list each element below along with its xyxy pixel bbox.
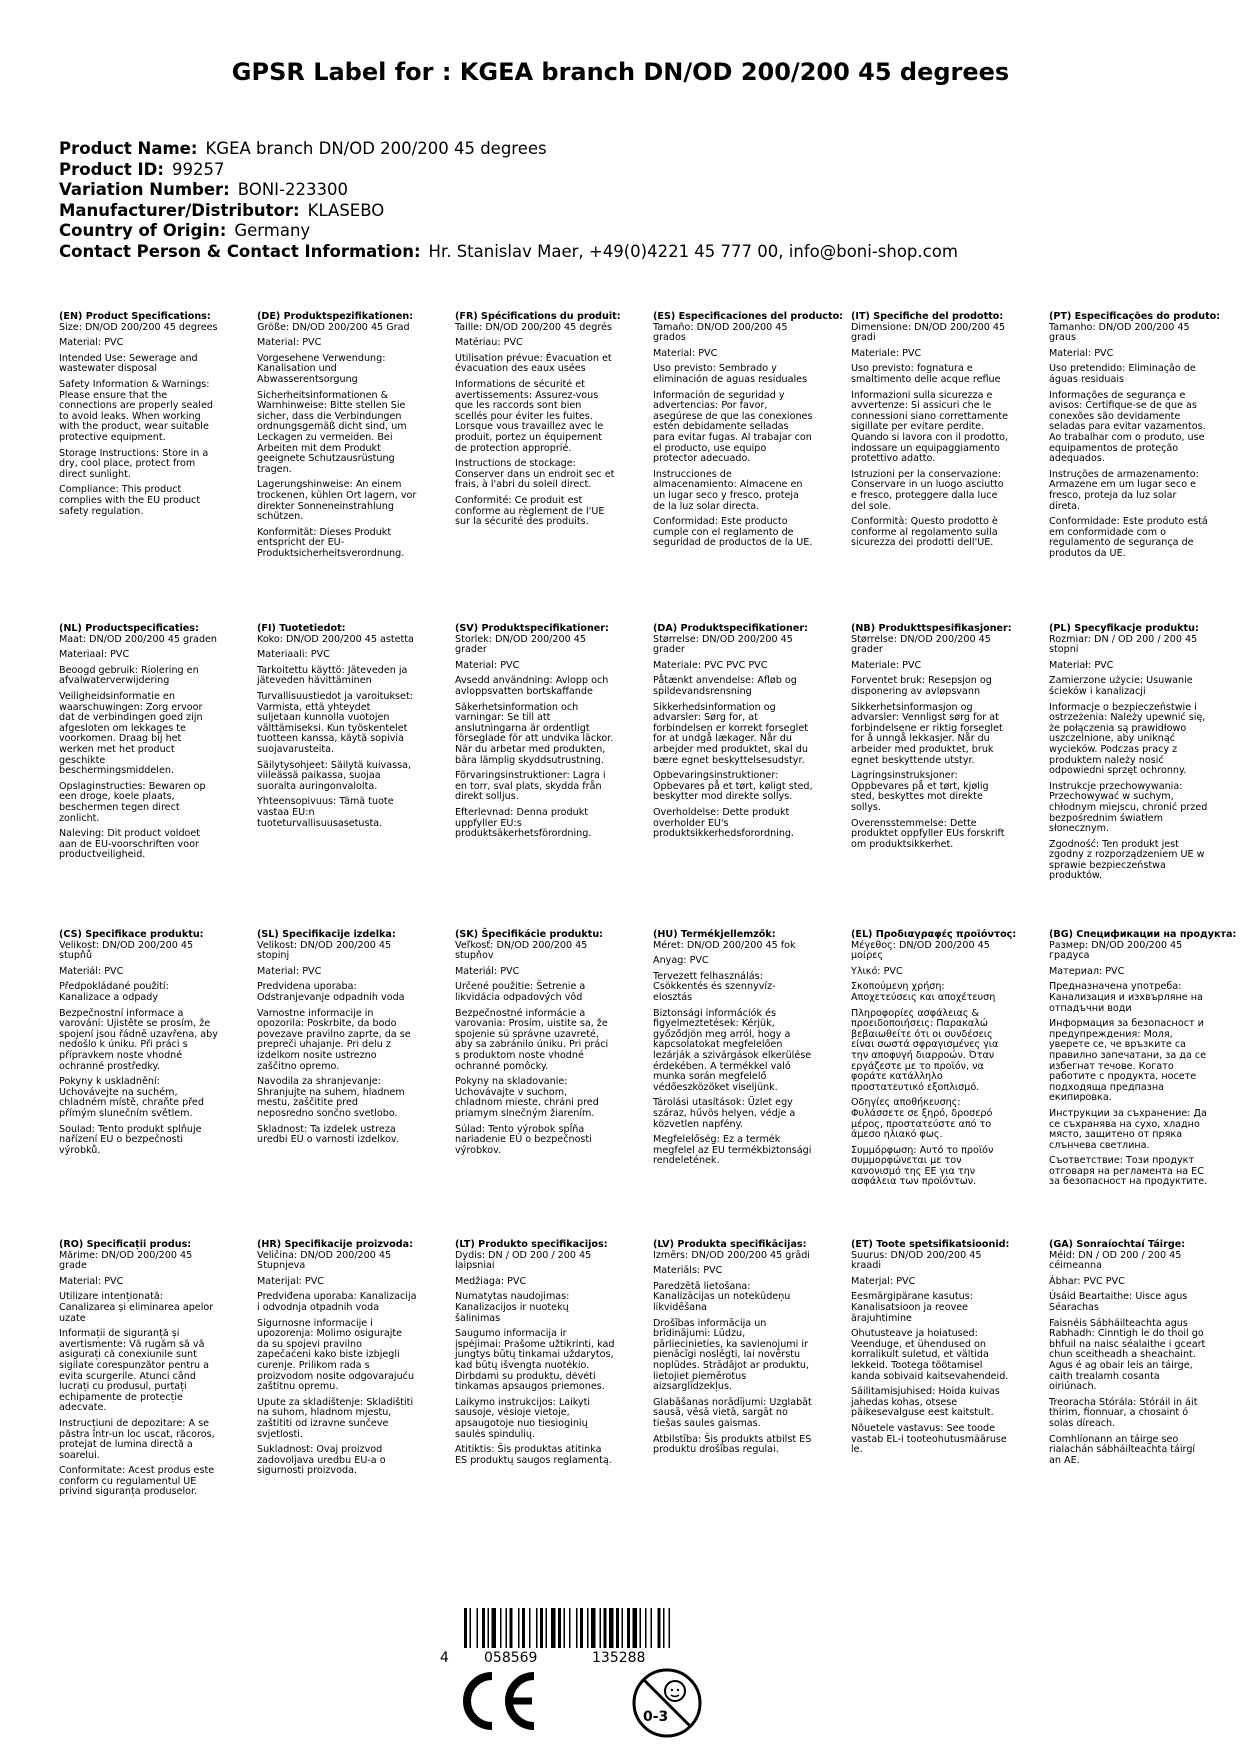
spec-paragraph: Suurus: DN/OD 200/200 45 kraadi [851, 1249, 982, 1272]
spec-heading: (FI) Tuotetiedot: [257, 623, 346, 634]
spec-paragraph: Comhlíonann an táirge seo rialachán sábháilteachta táirgí an AE. [1049, 1433, 1196, 1466]
barcode-bar [551, 1608, 556, 1648]
barcode-bar [529, 1608, 531, 1648]
info-value: BONI-223300 [237, 180, 348, 199]
info-value: KLASEBO [307, 200, 385, 220]
spec-paragraph: Informazioni sulla sicurezza e avvertenze: Si assicuri che le connessioni siano correttamente sigillate per evitare perdite. Quando si lavora con il prodotto, indossare un equipaggiamento protettivo adatto. [851, 389, 1009, 465]
spec-paragraph: Materiāls: PVC [653, 1265, 723, 1277]
spec-paragraph: Úsáid Beartaithe: Uisce agus Séarachas [1049, 1291, 1188, 1313]
spec-block [455, 1240, 615, 1471]
spec-block [257, 312, 417, 564]
spec-paragraph: Utilisation prévue: Évacuation et évacuation des eaux usées [455, 352, 612, 375]
label-footer [0, 1600, 1241, 1754]
spec-heading: (NB) Produkttspesifikasjoner: [851, 623, 1012, 634]
spec-heading: (SK) Špecifikácie produktu: [455, 929, 604, 940]
spec-paragraph: Medžiaga: PVC [455, 1275, 527, 1287]
spec-paragraph: Atbilstība: Šis produkts atbilst ES produktu drošības regulai. [653, 1433, 812, 1456]
spec-block [1049, 1240, 1209, 1471]
spec-paragraph: Dydis: DN / OD 200 / 200 45 laipsniai [455, 1249, 592, 1272]
spec-paragraph: Paredzētā lietošana: Kanalizācijas un notekūdeņu likvidēšana [653, 1280, 791, 1313]
spec-paragraph: Materiál: PVC [59, 965, 124, 977]
barcode-bar [536, 1608, 538, 1648]
spec-paragraph: Saugumo informacija ir įspėjimai: Prašome užtikrinti, kad jungtys būtų tinkamai uždarytos, kad būtų išvengta nuotėkio. Dirbdami su produktu, dėvėti tinkamas apsaugos priemones. [455, 1328, 615, 1393]
product-info [59, 139, 958, 262]
spec-paragraph: Storlek: DN/OD 200/200 45 grader [455, 633, 586, 656]
spec-paragraph: Materiale: PVC [851, 347, 922, 359]
spec-block [1049, 624, 1209, 887]
spec-paragraph: Материал: PVC [1049, 965, 1125, 977]
barcode-bar [633, 1608, 638, 1648]
spec-paragraph: Veiligheidsinformatie en waarschuwingen: Zorg ervoor dat de verbindingen goed zijn afgesloten om lekkages te voorkomen. Draag bij het werken met het product geschikte beschermingsmiddelen. [59, 690, 203, 777]
spec-paragraph: Información de seguridad y advertencias: Por favor, asegúrese de que las conexiones estén debidamente selladas para evitar fugas. Al trabajar con el producto, use equipo protector adecuado. [653, 389, 813, 465]
spec-paragraph: Υλικό: PVC [851, 965, 903, 977]
spec-block [59, 312, 219, 522]
info-row [59, 180, 958, 201]
spec-paragraph: Material: PVC [653, 347, 718, 359]
spec-paragraph: Μέγεθος: DN/OD 200/200 45 μοίρες [851, 939, 990, 962]
barcode-bar [576, 1608, 578, 1648]
spec-paragraph: Uso previsto: Sembrado y eliminación de aguas residuales [653, 363, 808, 385]
spec-paragraph: Ohutusteave ja hoiatused: Veenduge, et ühendused on korralikult suletud, et vältida lekkeid. Tootega töötamisel kanda sobivaid kaitsevahendeid. [851, 1328, 1009, 1382]
spec-paragraph: Påtænkt anvendelse: Afløb og spildevandsrensning [653, 675, 797, 697]
spec-paragraph: Koko: DN/OD 200/200 45 astetta [257, 633, 414, 645]
spec-paragraph: Veľkosť: DN/OD 200/200 45 stupňov [455, 939, 588, 962]
spec-paragraph: Pokyny na skladovanie: Uchovávajte v suchom, chladnom mieste, chráni pred priamym slnečným žiarením. [455, 1076, 599, 1119]
spec-paragraph: Dimensione: DN/OD 200/200 45 gradi [851, 321, 1006, 344]
spec-paragraph: Instructions de stockage: Conserver dans un endroit sec et frais, à l'abri du soleil direct. [455, 458, 615, 491]
spec-paragraph: Izmērs: DN/OD 200/200 45 grādi [653, 1249, 810, 1261]
spec-paragraph: Materiaal: PVC [59, 649, 130, 661]
spec-paragraph: Съответствие: Този продукт отговаря на регламента на ЕС за безопасност на продуктите. [1049, 1155, 1208, 1188]
barcode-bar [622, 1608, 624, 1648]
spec-block [851, 1240, 1011, 1461]
info-value: Germany [234, 221, 311, 240]
spec-paragraph: Informacje o bezpieczeństwie i ostrzeżenia: Należy upewnić się, że połączenia są prawidłowo uszczelnione, aby uniknąć wycieków. Podczas pracy z produktem należy nosić odpowiedni sprzęt ochronny. [1049, 701, 1206, 777]
barcode-bar [627, 1608, 630, 1648]
spec-heading: (HR) Specifikacije proizvoda: [257, 1239, 413, 1250]
info-row [59, 160, 958, 181]
spec-paragraph: Konformität: Dieses Produkt entspricht der EU-Produktsicherheitsverordnung. [257, 526, 405, 559]
spec-paragraph: Materiale: PVC [851, 659, 922, 671]
spec-block [257, 1240, 417, 1482]
spec-paragraph: Súlad: Tento výrobok spĺňa nariadenie EÚ o bezpečnosti výrobkov. [455, 1123, 592, 1156]
spec-paragraph: Predviđena uporaba: Kanalizacija i odvodnja otpadnih voda [257, 1291, 417, 1313]
spec-paragraph: Lagringsinstruksjoner: Oppbevares på et tørt, kjølig sted, beskyttes mot direkte sollys. [851, 770, 989, 813]
spec-block [455, 624, 615, 845]
spec-paragraph: Materiale: PVC PVC PVC [653, 659, 768, 671]
spec-paragraph: Informações de segurança e avisos: Certifique-se de que as conexões são devidamente seladas para evitar vazamentos. Ao trabalhar com o produto, use equipamentos de proteção adequados. [1049, 389, 1206, 465]
spec-block [257, 624, 417, 834]
spec-paragraph: Säilytysohjeet: Säilytä kuivassa, viileässä paikassa, suojaa suoralta auringonvalolta. [257, 759, 412, 792]
info-label: Manufacturer/Distributor: [59, 200, 300, 220]
spec-paragraph: Vorgesehene Verwendung: Kanalisation und Abwasserentsorgung [257, 352, 386, 385]
spec-paragraph: Biztonsági információk és figyelmeztetések: Kérjük, győződjön meg arról, hogy a kapcsolatokat megfelelően lezárják a szivárgások elkerülése érdekében. A termékkel való munka során megfelelő védőeszközöket viseljünk. [653, 1007, 812, 1093]
spec-paragraph: Turvallisuustiedot ja varoitukset: Varmista, että yhteydet suljetaan kunnolla vuotojen välttämiseksi. Kun työskentelet tuotteen kanssa, käytä sopivia suojavarusteita. [257, 690, 413, 755]
spec-paragraph: Material: PVC [257, 337, 322, 349]
spec-paragraph: Maat: DN/OD 200/200 45 graden [59, 633, 218, 645]
spec-paragraph: Ábhar: PVC PVC [1049, 1275, 1125, 1287]
spec-paragraph: Sicherheitsinformationen & Warnhinweise: Bitte stellen Sie sicher, dass die Verbindungen ordnungsgemäß dicht sind, um Leckagen zu vermeiden. Bei Arbeiten mit dem Produkt geeignete Schutzausrüstung tragen. [257, 389, 407, 475]
barcode-bar [546, 1608, 548, 1648]
spec-paragraph: Instruções de armazenamento: Armazene em um lugar seco e fresco, proteja da luz solar direta. [1049, 468, 1199, 512]
spec-paragraph: Safety Information & Warnings: Please ensure that the connections are properly sealed to avoid leaks. When working with the product, wear suitable protective equipment. [59, 378, 213, 443]
spec-paragraph: Méret: DN/OD 200/200 45 fok [653, 939, 796, 951]
barcode-bar [488, 1608, 490, 1648]
age-mark-label: 0-3 [643, 1709, 669, 1725]
spec-paragraph: Πληροφορίες ασφάλειας & προειδοποιήσεις: Παρακαλώ βεβαιωθείτε ότι οι συνδέσεις είναι σωστά σφραγισμένες για την αποφυγή διαρροών. Όταν εργάζεστε με το προϊόν, να φοράτε κατάλληλο προστατευτικό εξοπλισμό. [851, 1007, 999, 1093]
barcode-bar [522, 1608, 525, 1648]
spec-paragraph: Navodila za shranjevanje: Shranjujte na suhem, hladnem mestu, zaščitite pred neposredno sončno svetlobo. [257, 1076, 405, 1119]
spec-heading: (PT) Especificações do produto: [1049, 311, 1221, 322]
info-value: KGEA branch DN/OD 200/200 45 degrees [205, 139, 547, 158]
spec-paragraph: Veličina: DN/OD 200/200 45 Stupnjeva [257, 1249, 392, 1272]
barcode-bar [492, 1608, 497, 1648]
spec-paragraph: Tamaño: DN/OD 200/200 45 grados [653, 321, 788, 344]
spec-paragraph: Naleving: Dit product voldoet aan de EU-voorschriften voor productveiligheid. [59, 828, 201, 861]
barcode-bar [609, 1608, 614, 1648]
spec-heading: (FR) Spécifications du produit: [455, 311, 621, 322]
spec-block [653, 930, 813, 1172]
spec-paragraph: Instrucțiuni de depozitare: A se păstra într-un loc uscat, răcoros, protejat de lumina directă a soarelui. [59, 1417, 215, 1461]
spec-paragraph: Avsedd användning: Avlopp och avloppsvatten bortskaffande [455, 675, 609, 697]
spec-paragraph: Tarkoitettu käyttö: Jäteveden ja jäteveden hävittäminen [257, 664, 408, 687]
spec-paragraph: Opslaginstructies: Bewaren op een droge, koele plaats, beschermen tegen direct zonlicht. [59, 780, 206, 824]
info-label: Product ID: [59, 159, 164, 179]
barcode-bar [580, 1608, 583, 1648]
spec-paragraph: Taille: DN/OD 200/200 45 degrés [455, 321, 612, 333]
spec-paragraph: Určené použitie: Šetrenie a likvidácia odpadových vôd [455, 981, 586, 1003]
spec-block [1049, 311, 1221, 564]
spec-heading: (RO) Specificații produs: [59, 1239, 192, 1250]
spec-paragraph: Tárolási utasítások: Üzlet egy száraz, hűvös helyen, védje a közvetlen napfény. [653, 1097, 796, 1130]
spec-heading: (ES) Especificaciones del producto: [653, 311, 844, 322]
spec-paragraph: Materijal: PVC [257, 1275, 324, 1287]
spec-paragraph: Säilitamisjuhised: Hoida kuivas jahedas kohas, otsese päikesevalguse eest kaitstult. [851, 1386, 1000, 1419]
spec-block [851, 929, 1017, 1193]
spec-paragraph: Compliance: This product complies with the EU product safety regulation. [59, 484, 201, 517]
barcode-bar [569, 1608, 571, 1648]
barcode-bar [604, 1608, 607, 1648]
spec-paragraph: Информация за безопасност и предупреждения: Моля, уверете се, че връзките са правилно запечатани, за да се избегнат течове. Когато работите с продукта, носете подходяща предпазна екипировка. [1049, 1018, 1206, 1104]
spec-paragraph: Velikost: DN/OD 200/200 45 stupňů [59, 939, 194, 962]
barcode-bar [477, 1608, 479, 1648]
spec-block [59, 930, 219, 1161]
barcode-bar [591, 1608, 596, 1648]
spec-block [59, 624, 219, 866]
spec-paragraph: Størrelse: DN/OD 200/200 45 grader [653, 633, 793, 656]
spec-paragraph: Matériau: PVC [455, 337, 523, 349]
spec-paragraph: Materiaali: PVC [257, 649, 330, 661]
spec-block [653, 624, 813, 845]
spec-paragraph: Informații de siguranță și avertismente: Vă rugăm să vă asigurați că conexiunile sunt sigilate corespunzător pentru a evita scurgerile. Atunci când lucrați cu produsul, purtați echipamente de protecție adecvate. [59, 1328, 210, 1414]
spec-block [455, 930, 615, 1161]
spec-paragraph: Conformidad: Este producto cumple con el reglamento de seguridad de productos de la UE. [653, 516, 813, 549]
spec-heading: (EL) Προδιαγραφές προϊόντος: [851, 929, 1017, 940]
spec-heading: (GA) Sonraíochtaí Táirge: [1049, 1239, 1186, 1250]
spec-block [257, 930, 417, 1151]
barcode-bar [640, 1608, 642, 1648]
barcode-bar [482, 1608, 485, 1648]
spec-paragraph: Размер: DN/OD 200/200 45 градуса [1049, 939, 1183, 962]
spec-paragraph: Zamierzone użycie: Usuwanie ścieków i kanalizacji [1049, 675, 1193, 697]
spec-paragraph: Storage Instructions: Store in a dry, cool place, protect from direct sunlight. [59, 447, 209, 480]
spec-paragraph: Material: PVC [59, 337, 124, 349]
spec-paragraph: Mărime: DN/OD 200/200 45 grade [59, 1249, 193, 1272]
barcode-bar [658, 1608, 661, 1648]
spec-paragraph: Conformitate: Acest produs este conform cu regulamentul UE privind siguranța produselor. [59, 1465, 215, 1498]
barcode-bar [669, 1608, 671, 1648]
barcode-digits-left: 058569 [484, 1650, 538, 1666]
barcode-bar [510, 1608, 513, 1648]
info-value: Hr. Stanislav Maer, +49(0)4221 45 777 00, info@boni-shop.com [428, 241, 958, 261]
spec-paragraph: Upute za skladištenje: Skladištiti na suhom, hladnom mjestu, zaštititi od izravne sunčeve svjetlosti. [257, 1396, 414, 1440]
spec-paragraph: Συμμόρφωση: Αυτό το προϊόν συμμορφώνεται με τον κανονισμό της ΕΕ για την ασφάλεια των προϊόντων. [851, 1144, 994, 1188]
spec-paragraph: Overensstemmelse: Dette produktet oppfyller EUs forskrift om produktsikkerhet. [851, 817, 1005, 850]
spec-paragraph: Beoogd gebruik: Riolering en afvalwaterverwijdering [59, 664, 199, 687]
spec-block [1049, 929, 1237, 1193]
spec-paragraph: Eesmärgipärane kasutus: Kanalisatsioon ja reovee ärajuhtimine [851, 1291, 973, 1324]
barcode-bar [651, 1608, 653, 1648]
barcode-bar [600, 1608, 602, 1648]
spec-heading: (SL) Specifikacije izdelka: [257, 929, 396, 940]
spec-paragraph: Инструкции за съхранение: Да се съхранява на сухо, хладно място, защитено от пряка слънчева светлина. [1049, 1107, 1207, 1151]
info-label: Country of Origin: [59, 221, 227, 240]
spec-paragraph: Sukladnost: Ovaj proizvod zadovoljava uredbu EU-a o sigurnosti proizvoda. [257, 1444, 386, 1477]
spec-paragraph: Opbevaringsinstruktioner: Opbevares på et tørt, køligt sted, beskytter mod direkte sollys. [653, 770, 813, 803]
spec-paragraph: Lagerungshinweise: An einem trockenen, kühlen Ort lagern, vor direkter Sonneneinstrahlung schützen. [257, 479, 417, 523]
spec-paragraph: Rozmiar: DN / OD 200 / 200 45 stopni [1049, 633, 1198, 656]
spec-paragraph: Numatytas naudojimas: Kanalizacijos ir nuotekų šalinimas [455, 1291, 570, 1324]
info-label: Contact Person & Contact Information: [59, 241, 421, 261]
spec-heading: (IT) Specifiche del prodotto: [851, 311, 1004, 322]
spec-block [455, 311, 621, 533]
info-label: Variation Number: [59, 180, 230, 199]
barcode-bar [645, 1608, 647, 1648]
barcode-bar [616, 1608, 619, 1648]
spec-paragraph: Materiál: PVC [455, 965, 520, 977]
spec-paragraph: Tervezett felhasználás: Csökkentés és szennyvíz-elosztás [653, 970, 776, 1003]
barcode-digits-right: 135288 [592, 1650, 646, 1666]
spec-paragraph: Predvidena uporaba: Odstranjevanje odpadnih voda [257, 981, 405, 1003]
spec-paragraph: Faisnéis Sábháilteachta agus Rabhadh: Cinntigh le do thoil go bhfuil na naisc séalaithe i gceart chun sceitheadh a sheachaint. Agus é ag obair leis an táirge, caith trealamh cosanta oiriúnach. [1049, 1317, 1206, 1393]
spec-paragraph: Material: PVC [59, 1275, 124, 1287]
spec-paragraph: Utilizare intenționată: Canalizarea și eliminarea apelor uzate [59, 1291, 214, 1324]
ce-mark-icon [458, 1670, 540, 1732]
spec-paragraph: Material: PVC [1049, 347, 1114, 359]
spec-paragraph: Glabāšanas norādījumi: Uzglabāt sausā, vēsā vietā, sargāt no tiešas saules gaismas. [653, 1396, 812, 1429]
spec-paragraph: Σκοπούμενη χρήση: Αποχετεύσεις και αποχέτευση [851, 981, 996, 1003]
info-row [59, 221, 958, 242]
barcode-bar [663, 1608, 665, 1648]
spec-paragraph: Efterlevnad: Denna produkt uppfyller EU:s produktsäkerhetsförordning. [455, 806, 592, 840]
spec-heading: (DA) Produktspecifikationer: [653, 623, 808, 634]
spec-paragraph: Méid: DN / OD 200 / 200 45 céimeanna [1049, 1249, 1182, 1272]
spec-paragraph: Οδηγίες αποθήκευσης: Φυλάσσετε σε ξηρό, δροσερό μέρος, προστατεύστε από το άμεσο ηλιακό φως. [851, 1097, 993, 1141]
barcode-bar [464, 1608, 467, 1648]
barcode-bar [564, 1608, 566, 1648]
spec-paragraph: Skladnost: Ta izdelek ustreza uredbi EU o varnosti izdelkov. [257, 1123, 399, 1146]
spec-heading: (SV) Produktspecifikationer: [455, 623, 609, 634]
spec-heading: (EN) Product Specifications: [59, 311, 211, 322]
spec-heading: (LT) Produkto specifikacijos: [455, 1239, 608, 1250]
spec-paragraph: Overholdelse: Dette produkt overholder EU's produktsikkerhedsforordning. [653, 806, 795, 840]
barcode-bar [558, 1608, 561, 1648]
spec-paragraph: Størrelse: DN/OD 200/200 45 grader [851, 633, 991, 656]
spec-paragraph: Conformidade: Este produto está em conformidade com o regulamento de segurança de produtos da UE. [1049, 516, 1208, 559]
spec-paragraph: Size: DN/OD 200/200 45 degrees [59, 321, 218, 333]
spec-paragraph: Conformité: Ce produit est conforme au règlement de l'UE sur la sécurité des produits. [455, 494, 605, 528]
spec-paragraph: Megfelelőség: Ez a termék megfelel az EU termékbiztonsági rendeletének. [653, 1134, 812, 1167]
spec-paragraph: Materjal: PVC [851, 1275, 916, 1287]
spec-paragraph: Uso pretendido: Eliminação de águas residuais [1049, 363, 1196, 385]
spec-paragraph: Bezpečnostné informácie a varovania: Prosím, uistite sa, že spojenie sú správne uzavreté, aby sa zabránilo úniku. Pri práci s produktom noste vhodné ochranné pomôcky. [455, 1007, 609, 1072]
spec-paragraph: Yhteensopivuus: Tämä tuote vastaa EU:n tuoteturvallisuusasetusta. [257, 796, 394, 829]
spec-heading: (ET) Toote spetsifikatsioonid: [851, 1239, 1010, 1250]
spec-paragraph: Sigurnosne informacije i upozorenja: Molimo osigurajte da su spojevi pravilno zapečaćeni kako biste izbjegli curenje. Prilikom rada s proizvodom nosite odgovarajuću zaštitnu opremu. [257, 1317, 415, 1393]
spec-paragraph: Uso previsto: fognatura e smaltimento delle acque reflue [851, 363, 1001, 385]
not-for-children-0-3-icon [631, 1667, 703, 1739]
spec-paragraph: Zgodność: Ten produkt jest zgodny z rozporządzeniem UE w sprawie bezpieczeństwa produktów. [1049, 838, 1205, 882]
info-row [59, 139, 958, 160]
page-title: GPSR Label for : KGEA branch DN/OD 200/200 45 degrees [231, 58, 1010, 86]
spec-block [653, 1240, 813, 1461]
spec-heading: (CS) Specifikace produktu: [59, 929, 204, 940]
info-value: 99257 [171, 159, 225, 179]
spec-paragraph: Säkerhetsinformation och varningar: Se till att anslutningarna är ordentligt förseglade för att undvika läckor. När du arbetar med produkten, bära lämplig skyddsutrustning. [455, 701, 614, 766]
info-label: Product Name: [59, 139, 198, 158]
spec-heading: (DE) Produktspezifikationen: [257, 311, 414, 322]
spec-paragraph: Größe: DN/OD 200/200 45 Grad [257, 321, 410, 333]
spec-paragraph: Předpokládané použití: Kanalizace a odpady [59, 981, 169, 1003]
spec-paragraph: Nõuetele vastavus: See toode vastab EL-i tooteohutusmääruse le. [851, 1422, 1007, 1456]
spec-paragraph: Istruzioni per la conservazione: Conservare in un luogo asciutto e fresco, proteggere dalla luce del sole. [851, 468, 1004, 512]
spec-paragraph: Materiał: PVC [1049, 659, 1114, 671]
spec-paragraph: Sikkerhedsinformation og advarsler: Sørg for, at forbindelsen er korrekt forseglet for at undgå lækager. Når du arbejder med produktet, skal du bære egnet beskyttelsesudstyr. [653, 701, 808, 766]
spec-paragraph: Förvaringsinstruktioner: Lagra i en torr, sval plats, skydda från direkt solljus. [455, 770, 606, 803]
info-row [59, 201, 958, 222]
spec-paragraph: Material: PVC [455, 659, 520, 671]
spec-heading: (BG) Спецификации на продукта: [1049, 929, 1237, 940]
spec-heading: (PL) Specyfikacje produktu: [1049, 623, 1199, 634]
info-row [59, 242, 958, 263]
spec-block [653, 311, 844, 554]
barcode-bar [470, 1608, 472, 1648]
spec-heading: (LV) Produkta specifikācijas: [653, 1239, 807, 1250]
spec-block [851, 624, 1011, 855]
spec-paragraph: Sikkerhetsinformasjon og advarsler: Vennligst sørg for at forbindelsene er riktig forseglet for å unngå lekkasjer. Når du arbeider med produktet, bruk egnet beskyttende utstyr. [851, 701, 1003, 766]
barcode-bar [518, 1608, 520, 1648]
barcode-bar [506, 1608, 508, 1648]
spec-paragraph: Drošības informācija un brīdinājumi: Lūdzu, pārliecinieties, ka savienojumi ir pienācīgi noslēgti, lai novērstu noplūdes. Strādājot ar produktu, lietojiet piemērotus aizsarglīdzekļus. [653, 1317, 810, 1393]
barcode-bar [587, 1608, 589, 1648]
spec-paragraph: Material: PVC [257, 965, 322, 977]
spec-paragraph: Atitiktis: Šis produktas atitinka ES produktų saugos reglamentą. [455, 1444, 612, 1466]
spec-paragraph: Varnostne informacije in opozorila: Poskrbite, da bodo povezave pravilno zaprte, da se prepreči uhajanje. Pri delu z izdelkom nosite ustrezno zaščitno opremo. [257, 1007, 411, 1072]
spec-paragraph: Soulad: Tento produkt splňuje nařízení EU o bezpečnosti výrobků. [59, 1123, 202, 1156]
spec-paragraph: Informations de sécurité et avertissements: Assurez-vous que les raccords sont bien scellés pour éviter les fuites. Lorsque vous travaillez avec le produit, portez un équipement de protection approprié. [455, 378, 604, 454]
spec-paragraph: Forventet bruk: Resepsjon og disponering av avløpsvann [851, 675, 992, 697]
spec-paragraph: Предназначена употреба: Канализация и изхвърляне на отпадъчни води [1049, 981, 1203, 1014]
spec-paragraph: Bezpečnostní informace a varování: Ujistěte se prosím, že spojení jsou řádně uzavřena, aby nedošlo k úniku. Při práci s přípravkem noste vhodné ochranné prostředky. [59, 1007, 218, 1072]
barcode-digit-first: 4 [440, 1650, 449, 1666]
spec-paragraph: Laikymo instrukcijos: Laikyti sausoje, vėsioje vietoje, apsaugotoje nuo tiesioginių saulės spindulių. [455, 1396, 591, 1440]
spec-block [59, 1240, 219, 1503]
spec-heading: (HU) Termékjellemzők: [653, 929, 776, 940]
spec-paragraph: Tamanho: DN/OD 200/200 45 graus [1049, 321, 1190, 344]
spec-paragraph: Instrukcje przechowywania: Przechowywać w suchym, chłodnym miejscu, chronić przed bezpośrednim światłem słonecznym. [1049, 780, 1208, 835]
spec-paragraph: Velikost: DN/OD 200/200 45 stopinj [257, 939, 392, 962]
spec-paragraph: Treoracha Stórála: Stóráil in áit thirim, fionnuar, a chosaint ó solas díreach. [1049, 1396, 1198, 1429]
barcode-bar [500, 1608, 502, 1648]
barcode-bar [540, 1608, 543, 1648]
spec-paragraph: Conformità: Questo prodotto è conforme al regolamento sulla sicurezza dei prodotti dell'UE. [851, 516, 998, 549]
spec-heading: (NL) Productspecificaties: [59, 623, 199, 634]
spec-paragraph: Pokyny k uskladnění: Uchovávejte na suchém, chladném místě, chraňte před přímým slunečním světlem. [59, 1076, 204, 1119]
spec-paragraph: Instrucciones de almacenamiento: Almacene en un lugar seco y fresco, proteja de la luz solar directa. [653, 468, 803, 512]
spec-paragraph: Intended Use: Sewerage and wastewater disposal [59, 352, 198, 375]
spec-block [851, 312, 1011, 554]
ean-barcode [440, 1608, 700, 1668]
spec-paragraph: Anyag: PVC [653, 955, 709, 967]
